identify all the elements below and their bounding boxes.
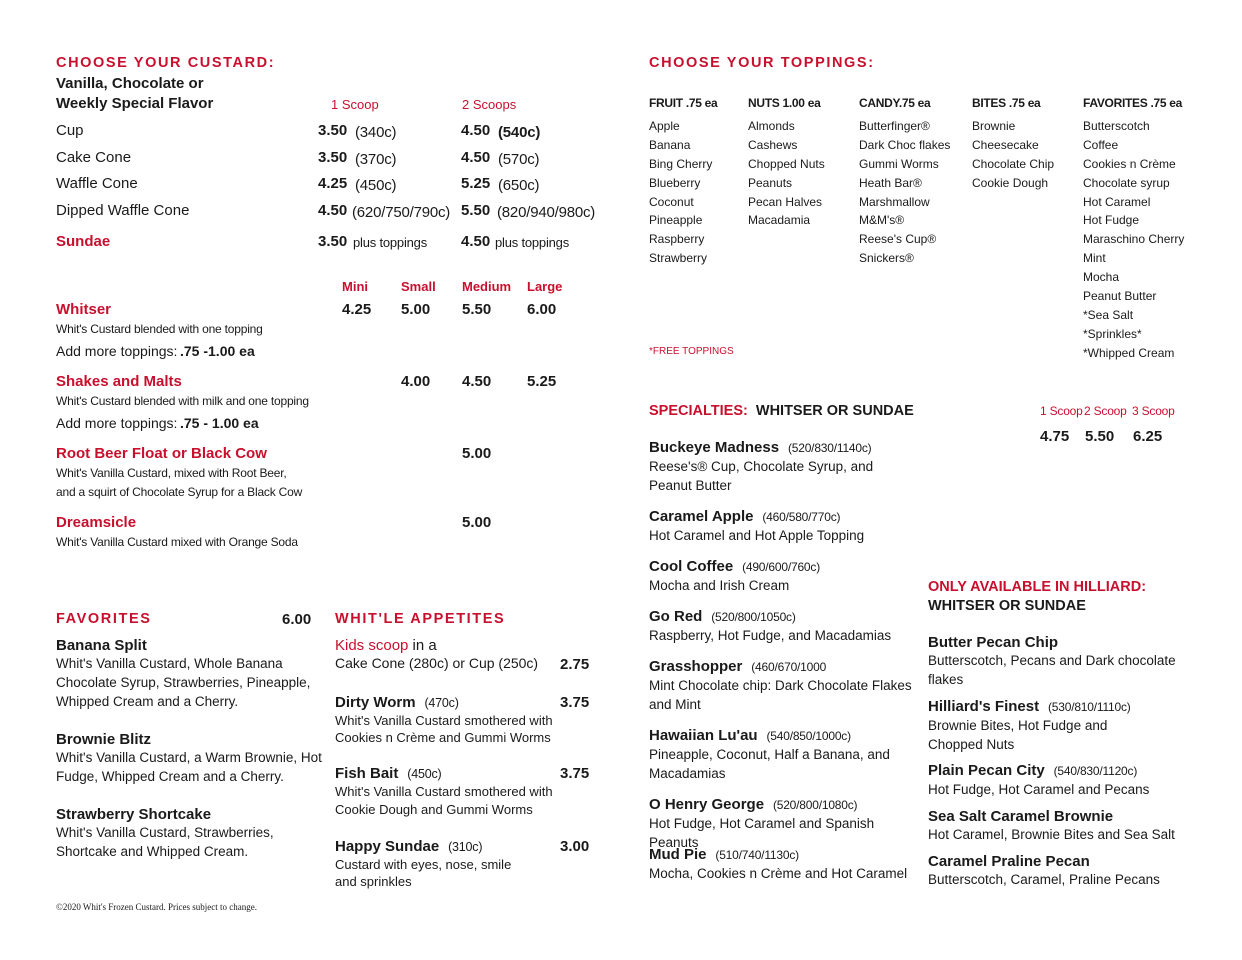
spec-name: Mud Pie — [649, 846, 707, 863]
appetite-line: and sprinkles — [335, 874, 412, 889]
topping: Mocha — [1083, 270, 1120, 285]
spec-go-red — [649, 608, 919, 645]
hilliard-sea-salt-caramel-brownie — [928, 808, 1228, 844]
cal-1: (620/750/790c) — [352, 204, 451, 221]
topping: Peanut Butter — [1083, 289, 1157, 304]
price-1: 3.50 — [318, 122, 348, 139]
appetite-line: Whit's Vanilla Custard smothered with — [335, 784, 553, 799]
favorites-heading: FAVORITES — [56, 611, 152, 627]
topping: Reese's Cup® — [859, 232, 937, 247]
toppings-col-candy — [859, 94, 950, 268]
topping: Pineapple — [649, 213, 703, 228]
topping: Mint — [1083, 251, 1106, 266]
topping: Snickers® — [859, 251, 914, 266]
hilliard-plain-pecan-city — [928, 762, 1228, 799]
toppings-heading: CHOOSE YOUR TOPPINGS: — [649, 55, 875, 71]
topping: Chocolate Chip — [972, 156, 1055, 171]
price-1: 4.50 — [318, 202, 348, 219]
toppings-col-favorites — [1083, 94, 1184, 363]
topping: Cheesecake — [972, 137, 1039, 152]
spec-name: Cool Coffee — [649, 558, 734, 575]
cal-2: (540c) — [498, 124, 541, 141]
topping: Peanuts — [748, 175, 793, 190]
topping: Almonds — [748, 118, 795, 133]
topping: Butterfinger® — [859, 118, 930, 133]
col-title: FAVORITES .75 ea — [1083, 96, 1183, 110]
spec-line: Raspberry, Hot Fudge, and Macadamias — [649, 628, 892, 643]
shakes-small: 4.00 — [401, 373, 431, 390]
price-2: 5.25 — [461, 175, 491, 192]
shakes-title: Shakes and Malts — [56, 373, 182, 390]
favorite-banana-split — [56, 637, 326, 711]
price-1: 3.50 — [318, 233, 348, 250]
topping: Banana — [649, 137, 691, 152]
spec-line: Mint Chocolate chip: Dark Chocolate Flakes — [649, 678, 912, 693]
whitser-medium: 5.50 — [462, 301, 492, 318]
topping: *Sprinkles* — [1083, 326, 1142, 341]
cal-2: (570c) — [498, 151, 540, 168]
kids-line-2: Cake Cone (280c) or Cup (250c) — [335, 655, 539, 671]
topping: Coconut — [649, 194, 694, 209]
spec-o-henry-george — [649, 796, 919, 852]
spec-line: Reese's® Cup, Chocolate Syrup, and — [649, 459, 874, 474]
spec-line: Macadamias — [649, 766, 726, 781]
favorite-line: Fudge, Whipped Cream and a Cherry. — [56, 769, 284, 784]
spec-cal: (520/800/1080c) — [772, 798, 858, 812]
spec-col-3: 3 Scoop — [1132, 404, 1175, 418]
col-title: CANDY.75 ea — [859, 96, 931, 110]
kids-red-label: Kids scoop — [335, 637, 409, 654]
hilliard-line: Hot Caramel, Brownie Bites and Sea Salt — [928, 827, 1175, 842]
toppings-note-2: plus toppings — [495, 235, 570, 250]
dirty-worm-price: 3.75 — [560, 694, 590, 711]
custard-subtitle-2: Weekly Special Flavor — [56, 95, 214, 112]
topping: Blueberry — [649, 175, 701, 190]
size-mini: Mini — [342, 279, 368, 294]
topping: Bing Cherry — [649, 156, 713, 171]
appetite-name: Fish Bait — [335, 765, 399, 782]
topping: Raspberry — [649, 232, 705, 247]
specialties-heading-black: WHITSER OR SUNDAE — [755, 403, 914, 419]
copyright: ©2020 Whit's Frozen Custard. Prices subject to change. — [56, 902, 258, 912]
shakes-more-price: .75 - 1.00 ea — [180, 415, 259, 431]
dreamsicle-desc: Whit's Vanilla Custard mixed with Orange Soda — [56, 535, 298, 549]
whitser-large: 6.00 — [527, 301, 557, 318]
size-large: Large — [527, 279, 563, 294]
spec-cal: (520/830/1140c) — [787, 441, 872, 455]
spec-name: O Henry George — [649, 796, 765, 813]
topping: Heath Bar® — [859, 175, 922, 190]
appetites-heading: WHIT'LE APPETITES — [335, 611, 506, 627]
favorite-brownie-blitz — [56, 731, 326, 786]
price-1: 3.50 — [318, 149, 348, 166]
item-name: Cake Cone — [56, 149, 132, 166]
sundae-name: Sundae — [56, 233, 111, 250]
spec-line: and Mint — [649, 697, 701, 712]
custard-heading: CHOOSE YOUR CUSTARD: — [56, 55, 276, 71]
spec-col-2: 2 Scoop — [1084, 404, 1127, 418]
hilliard-cal: (530/810/1110c) — [1047, 700, 1131, 714]
specialties-heading-red: SPECIALTIES: — [649, 403, 748, 419]
spec-hawaiian-luau — [649, 727, 919, 783]
spec-cal: (460/580/770c) — [762, 510, 841, 524]
topping: *Whipped Cream — [1083, 345, 1175, 360]
spec-cal: (510/740/1130c) — [715, 848, 799, 862]
hilliard-caramel-praline-pecan — [928, 853, 1228, 889]
price-2: 5.50 — [461, 202, 491, 219]
favorite-line: Whit's Vanilla Custard, Whole Banana — [56, 656, 283, 671]
topping: Hot Fudge — [1083, 213, 1140, 228]
spec-line: Pineapple, Coconut, Half a Banana, and — [649, 747, 890, 762]
hilliard-name: Butter Pecan Chip — [928, 634, 1059, 651]
shakes-more-label: Add more toppings: — [56, 415, 178, 431]
spec-line: Mocha, Cookies n Crème and Hot Caramel — [649, 866, 908, 881]
item-name: Cup — [56, 122, 84, 139]
dreamsicle-price: 5.00 — [462, 514, 492, 531]
hilliard-butter-pecan-chip — [928, 634, 1228, 689]
whitser-desc: Whit's Custard blended with one topping — [56, 322, 263, 336]
appetite-dirty-worm — [335, 694, 595, 746]
favorite-name: Brownie Blitz — [56, 731, 152, 748]
hilliard-name: Caramel Praline Pecan — [928, 853, 1090, 870]
topping: Chopped Nuts — [748, 156, 825, 171]
kids-line-1 — [335, 637, 595, 654]
spec-name: Go Red — [649, 608, 703, 625]
free-toppings-note: *FREE TOPPINGS — [649, 346, 734, 357]
topping: Apple — [649, 118, 680, 133]
spec-line: Mocha and Irish Cream — [649, 578, 790, 593]
appetite-name: Happy Sundae — [335, 838, 440, 855]
shakes-desc: Whit's Custard blended with milk and one topping — [56, 394, 309, 408]
favorite-line: Shortcake and Whipped Cream. — [56, 844, 249, 859]
hilliard-cal: (540/830/1120c) — [1053, 764, 1138, 778]
spec-line: Hot Fudge, Hot Caramel and Spanish Peanuts — [649, 816, 875, 850]
topping: Brownie — [972, 118, 1016, 133]
price-2: 4.50 — [461, 149, 491, 166]
appetite-happy-sundae — [335, 838, 595, 890]
spec-caramel-apple — [649, 508, 919, 545]
spec-name: Grasshopper — [649, 658, 743, 675]
spec-cal: (540/850/1000c) — [766, 729, 851, 743]
appetite-fish-bait — [335, 765, 595, 819]
price-2: 4.50 — [461, 122, 491, 139]
topping: Macadamia — [748, 213, 811, 228]
fish-bait-price: 3.75 — [560, 765, 590, 782]
favorite-line: Whit's Vanilla Custard, a Warm Brownie, Hot — [56, 750, 322, 765]
spec-price-1: 4.75 — [1040, 428, 1070, 445]
favorite-name: Banana Split — [56, 637, 147, 654]
hilliard-line: Butterscotch, Caramel, Praline Pecans — [928, 872, 1160, 887]
topping: Coffee — [1083, 137, 1119, 152]
topping: Butterscotch — [1083, 118, 1150, 133]
appetite-cal: (450c) — [407, 767, 442, 781]
topping: M&M's® — [859, 213, 905, 228]
spec-grasshopper — [649, 658, 919, 714]
size-medium: Medium — [462, 279, 512, 294]
col-2-scoops: 2 Scoops — [462, 97, 517, 112]
specialties-heading — [649, 403, 914, 419]
appetite-line: Custard with eyes, nose, smile — [335, 857, 512, 872]
spec-line: Hot Caramel and Hot Apple Topping — [649, 528, 865, 543]
spec-price-2: 5.50 — [1085, 428, 1115, 445]
cal-2: (650c) — [498, 177, 540, 194]
appetite-line: Cookie Dough and Gummi Worms — [335, 802, 533, 817]
item-name: Waffle Cone — [56, 175, 138, 192]
hilliard-line: Butterscotch, Pecans and Dark chocolate — [928, 653, 1176, 668]
spec-cal: (490/600/760c) — [742, 560, 820, 574]
whitser-mini: 4.25 — [342, 301, 372, 318]
appetite-cal: (470c) — [424, 696, 459, 710]
happy-sundae-price: 3.00 — [560, 838, 590, 855]
hilliard-line: Chopped Nuts — [928, 737, 1015, 752]
topping: Pecan Halves — [748, 194, 823, 209]
topping: Cookies n Crème — [1083, 156, 1176, 171]
spec-price-3: 6.25 — [1133, 428, 1163, 445]
spec-cal: (460/670/1000 — [751, 660, 827, 674]
spec-name: Hawaiian Lu'au — [649, 727, 758, 744]
hilliard-name: Plain Pecan City — [928, 762, 1045, 779]
col-title: FRUIT .75 ea — [649, 96, 718, 110]
topping: Dark Choc flakes — [859, 137, 951, 152]
cal-1: (370c) — [355, 151, 397, 168]
appetite-name: Dirty Worm — [335, 694, 416, 711]
topping: Maraschino Cherry — [1083, 232, 1185, 247]
hilliard-heading-red: ONLY AVAILABLE IN HILLIARD: — [928, 579, 1147, 595]
hilliard-heading-black: WHITSER OR SUNDAE — [928, 598, 1086, 614]
whitser-small: 5.00 — [401, 301, 431, 318]
toppings-note-1: plus toppings — [353, 235, 428, 250]
favorite-name: Strawberry Shortcake — [56, 806, 212, 823]
spec-cool-coffee — [649, 558, 919, 595]
favorite-strawberry-shortcake — [56, 806, 326, 861]
cal-1: (450c) — [355, 177, 397, 194]
hilliard-name: Hilliard's Finest — [928, 698, 1040, 715]
hilliard-line: flakes — [928, 672, 964, 687]
rootbeer-title: Root Beer Float or Black Cow — [56, 445, 267, 462]
cal-2: (820/940/980c) — [497, 204, 596, 221]
price-1: 4.25 — [318, 175, 348, 192]
toppings-col-fruit — [649, 94, 717, 268]
topping: Marshmallow — [859, 194, 930, 209]
appetite-line: Cookies n Crème and Gummi Worms — [335, 730, 551, 745]
kids-rest-label: in a — [408, 637, 437, 654]
topping: Hot Caramel — [1083, 194, 1151, 209]
rootbeer-price: 5.00 — [462, 445, 492, 462]
spec-buckeye-madness — [649, 439, 919, 495]
cal-1: (340c) — [355, 124, 397, 141]
appetite-line: Whit's Vanilla Custard smothered with — [335, 713, 553, 728]
hilliard-line: Brownie Bites, Hot Fudge and — [928, 718, 1108, 733]
item-name: Dipped Waffle Cone — [56, 202, 190, 219]
whitser-more-label: Add more toppings: — [56, 343, 178, 359]
spec-name: Caramel Apple — [649, 508, 754, 525]
col-title: BITES .75 ea — [972, 96, 1041, 110]
topping: Gummi Worms — [859, 156, 939, 171]
rootbeer-desc-2: and a squirt of Chocolate Syrup for a Black Cow — [56, 485, 303, 499]
whitser-more-price: .75 -1.00 ea — [180, 343, 255, 359]
spec-col-1: 1 Scoop — [1040, 404, 1083, 418]
topping: *Sea Salt — [1083, 307, 1134, 322]
col-title: NUTS 1.00 ea — [748, 96, 821, 110]
whitser-title: Whitser — [56, 301, 112, 318]
price-2: 4.50 — [461, 233, 491, 250]
hilliard-finest — [928, 698, 1228, 754]
spec-name: Buckeye Madness — [649, 439, 780, 456]
topping: Strawberry — [649, 251, 708, 266]
dreamsicle-title: Dreamsicle — [56, 514, 137, 531]
favorite-line: Whipped Cream and a Cherry. — [56, 694, 239, 709]
size-small: Small — [401, 279, 436, 294]
topping: Chocolate syrup — [1083, 175, 1170, 190]
appetite-cal: (310c) — [448, 840, 483, 854]
shakes-medium: 4.50 — [462, 373, 492, 390]
spec-mud-pie — [649, 846, 919, 883]
favorite-line: Whit's Vanilla Custard, Strawberries, — [56, 825, 274, 840]
toppings-col-bites — [972, 94, 1054, 193]
toppings-col-nuts — [748, 94, 825, 230]
hilliard-line: Hot Fudge, Hot Caramel and Pecans — [928, 782, 1150, 797]
appetite-kids-scoop — [335, 637, 595, 671]
topping: Cookie Dough — [972, 175, 1049, 190]
rootbeer-desc-1: Whit's Vanilla Custard, mixed with Root Beer, — [56, 466, 287, 480]
spec-cal: (520/800/1050c) — [711, 610, 796, 624]
hilliard-name: Sea Salt Caramel Brownie — [928, 808, 1114, 825]
kids-price: 2.75 — [560, 656, 590, 673]
favorite-line: Chocolate Syrup, Strawberries, Pineapple, — [56, 675, 311, 690]
col-1-scoop: 1 Scoop — [331, 97, 379, 112]
custard-subtitle-1: Vanilla, Chocolate or — [56, 75, 204, 92]
shakes-large: 5.25 — [527, 373, 557, 390]
topping: Cashews — [748, 137, 798, 152]
favorites-price: 6.00 — [282, 611, 312, 628]
spec-line: Peanut Butter — [649, 478, 732, 493]
